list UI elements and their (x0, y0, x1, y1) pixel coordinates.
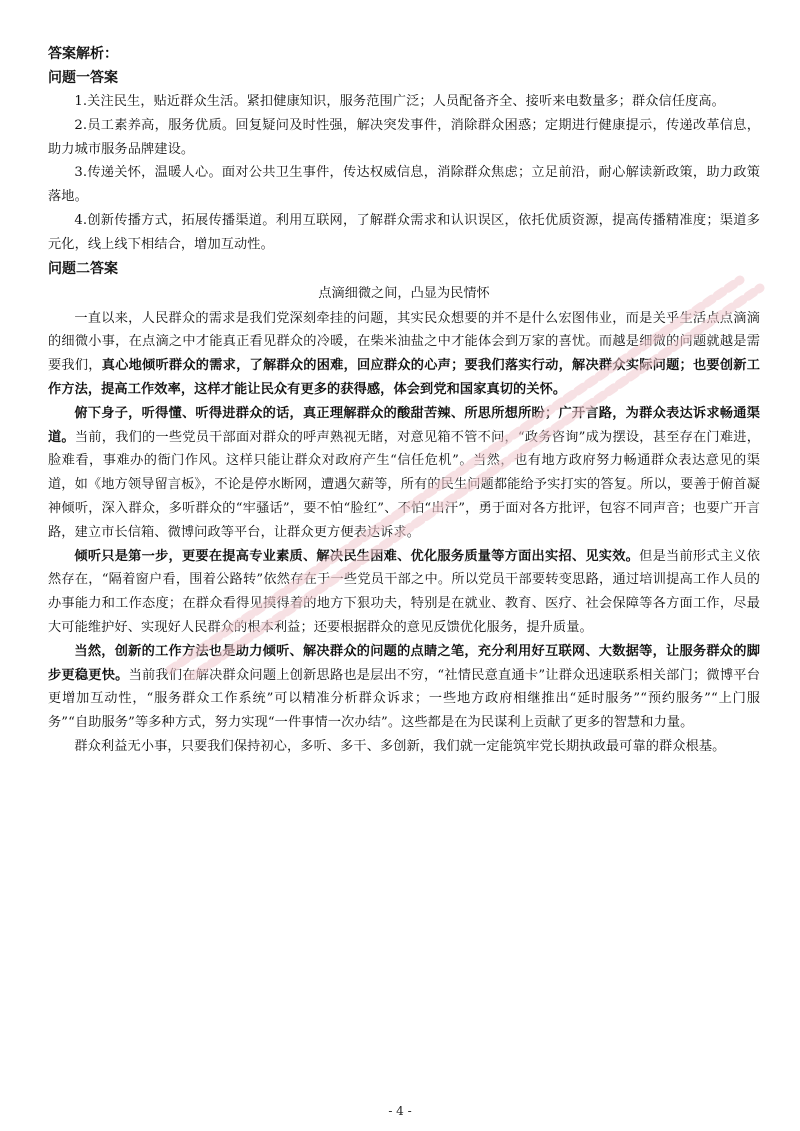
essay-paragraph-2-text: 当前，我们的一些党员干部面对群众的呼声熟视无睹，对意见箱不管不问，“政务咨询”成为摆设，甚至存在门难进，脸难看，事难办的衙门作风。这样只能让群众对政府产生“信任危机”。当然，也有地方政府努力畅通群众表达意见的渠道，如《地方领导留言板》，不论是停水断网，遭遇欠薪等，所有的民生问题都能给予实打实的答复。所以，要善于俯首凝神倾听，深入群众，多听群众的“牢骚话”，要不怕“脸红”、不怕“出汗”，勇于面对各方批评，包容不同声音；也要广开言路，建立市长信箱、微博问政等平台，让群众更方便表达诉求。 (48, 429, 760, 540)
essay-paragraph-1 (48, 307, 760, 402)
essay-title: 点滴细微之间，凸显为民情怀 (318, 285, 490, 301)
essay-paragraph-2 (48, 402, 760, 545)
q1-item-1: 1.关注民生，贴近群众生活。紧扣健康知识，服务范围广泛；人员配备齐全、接听来电数量多；群众信任度高。 (74, 94, 725, 109)
q1-item-3: 3.传递关怀，温暖人心。面对公共卫生事件，传达权威信息，消除群众焦虑；立足前沿，耐心解读新政策，助力政策落地。 (48, 165, 760, 205)
question-one-title: 问题一答案 (48, 70, 118, 86)
essay-paragraph-4-bold: 当然，创新的工作方法也是助力倾听、解决群众的问题的点睛之笔，充分利用好互联网、大数据等，让服务群众的脚步更稳更快。 (48, 643, 760, 683)
document-page (48, 42, 760, 759)
essay-paragraph-3 (48, 545, 760, 640)
essay-paragraph-1-text: 一直以来，人民群众的需求是我们党深刻牵挂的问题，其实民众想要的并不是什么宏图伟业，而是关乎生活点点滴滴的细微小事，在点滴之中才能真正看见群众的冷暖，在柴米油盐之中才能体会到万家的喜忧。而越是细微的问题就越是需要我们， (48, 310, 760, 374)
essay-paragraph-5: 群众利益无小事，只要我们保持初心，多听、多干、多创新，我们就一定能筑牢党长期执政最可靠的群众根基。 (74, 738, 726, 754)
essay-paragraph-3-bold: 倾听只是第一步，更要在提高专业素质、解决民生困难、优化服务质量等方面出实招、见实效。 (74, 548, 640, 564)
essay-paragraph-1-bold: 真心地倾听群众的需求，了解群众的困难，回应群众的心声；要我们落实行动，解决群众实际问题；也要创新工作方法，提高工作效率，这样才能让民众有更多的获得感，体会到党和国家真切的关怀。 (48, 358, 760, 397)
question-two-title: 问题二答案 (48, 260, 118, 277)
page-number: - 4 - (388, 1104, 412, 1118)
essay-paragraph-4 (48, 640, 760, 735)
q1-item-2: 2.员工素养高，服务优质。回复疑问及时性强，解决突发事件，消除群众困惑；定期进行健康提示，传递改革信息，助力城市服务品牌建设。 (48, 117, 760, 157)
essay-paragraph-4-text: 当前我们在解决群众问题上创新思路也是层出不穷，“社情民意直通卡”让群众迅速联系相关部门；微博平台更增加互动性，“服务群众工作系统”可以精准分析群众诉求；一些地方政府相继推出“延时服务”“预约服务”“上门服务”“自助服务”等多种方式，努力实现“一件事情一次办结”。这些都是在为民谋利上贡献了更多的智慧和力量。 (48, 667, 760, 731)
q1-item-4: 4.创新传播方式，拓展传播渠道。利用互联网，了解群众需求和认识误区，依托优质资源，提高传播精准度；渠道多元化，线上线下相结合，增加互动性。 (48, 212, 760, 252)
essay-paragraph-2-bold: 俯下身子，听得懂、听得进群众的话，真正理解群众的酸甜苦辣、所思所想所盼；广开言路，为群众表达诉求畅通渠道。 (48, 405, 760, 445)
essay-paragraph-3-text: 但是当前形式主义依然存在，“隔着窗户看，围着公路转”依然存在于一些党员干部之中。所以党员干部要转变思路，通过培训提高工作人员的办事能力和工作态度；在群众看得见摸得着的地方下狠功夫，特别是在就业、教育、医疗、社会保障等各方面工作，尽最大可能维护好、实现好人民群众的根本利益；还要根据群众的意见反馈优化服务，提升质量。 (48, 548, 760, 635)
answer-analysis-heading: 答案解析： (48, 46, 118, 62)
